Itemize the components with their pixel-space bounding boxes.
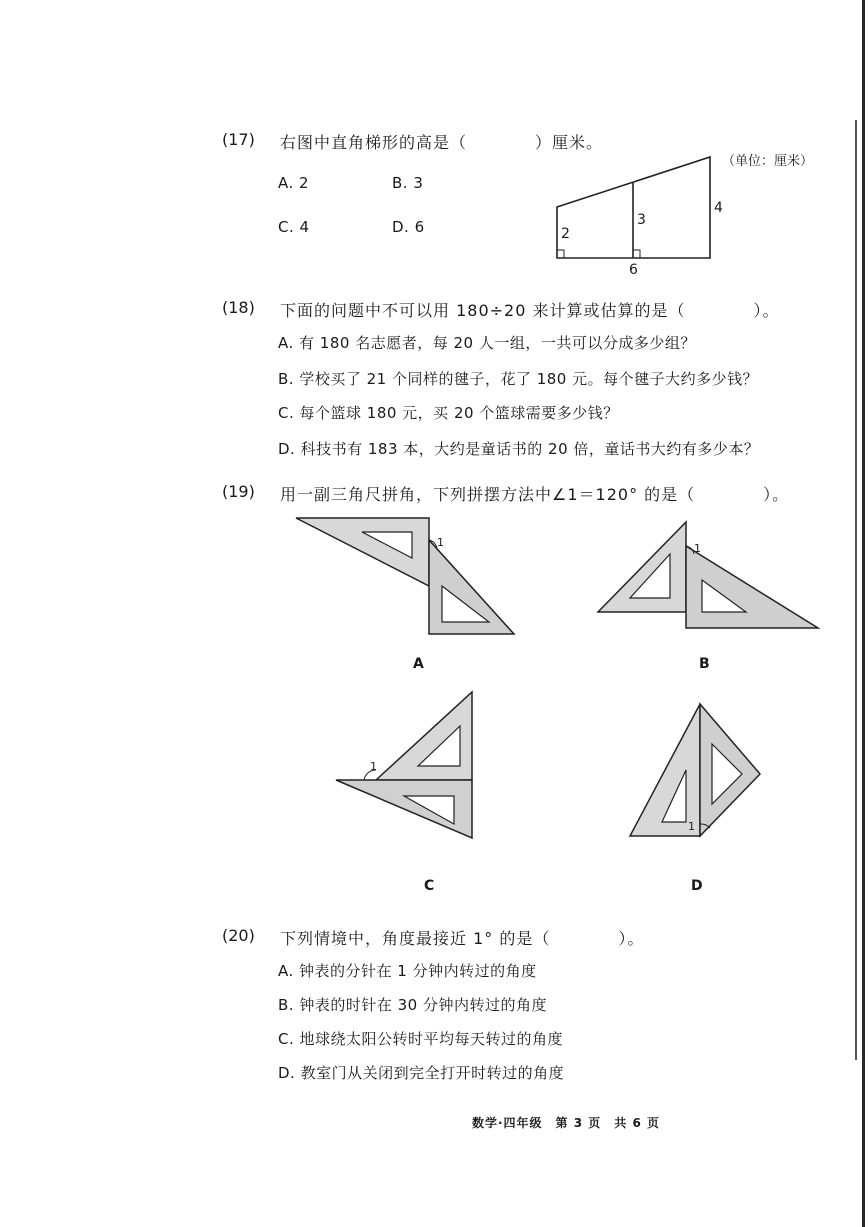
question-17-option-d: D. 6 [392, 218, 425, 236]
question-20-number: (20) [222, 926, 255, 945]
scan-edge-inner [855, 120, 857, 1060]
figure-b-label: B [699, 656, 710, 672]
question-17-trapezoid-figure [550, 150, 720, 270]
figure-d-angle-label: 1 [688, 820, 695, 833]
question-17-number: (17) [222, 130, 255, 149]
figure-c-angle-label: 1 [370, 760, 377, 773]
question-17-label-4: 4 [714, 200, 723, 216]
question-20-text: 下列情境中，角度最接近 1° 的是（ ）。 [280, 929, 645, 948]
question-19-text: 用一副三角尺拼角，下列拼摆方法中∠1＝120° 的是（ ）。 [280, 485, 790, 504]
question-18-option-b: B. 学校买了 21 个同样的毽子，花了 180 元。每个毽子大约多少钱？ [278, 370, 759, 388]
question-17-option-a: A. 2 [278, 174, 310, 192]
question-20-option-a: A. 钟表的分针在 1 分钟内转过的角度 [278, 962, 537, 980]
scan-edge [862, 0, 865, 1227]
question-18-option-d: D. 科技书有 183 本，大约是童话书的 20 倍，童话书大约有多少本？ [278, 440, 760, 458]
question-18-option-c: C. 每个篮球 180 元，买 20 个篮球需要多少钱？ [278, 404, 619, 422]
question-19-number: (19) [222, 482, 255, 501]
question-17-text: 右图中直角梯形的高是（ ）厘米。 [280, 133, 604, 152]
question-17-label-3: 3 [637, 212, 646, 228]
figure-d-label: D [691, 878, 703, 894]
figure-a-angle-label: 1 [437, 536, 444, 549]
figure-a-label: A [413, 656, 424, 672]
triangle-ruler-figure-d [626, 700, 766, 850]
figure-c-label: C [424, 878, 435, 894]
question-17-label-6: 6 [629, 262, 638, 278]
triangle-ruler-figure-b [596, 520, 826, 640]
page-footer: 数学·四年级 第 3 页 共 6 页 [472, 1116, 660, 1130]
triangle-ruler-figure-c [334, 690, 484, 850]
triangle-ruler-figure-a [294, 516, 524, 646]
question-20-option-d: D. 教室门从关闭到完全打开时转过的角度 [278, 1064, 565, 1082]
question-18-number: (18) [222, 298, 255, 317]
question-17-label-2: 2 [561, 226, 570, 242]
question-20-option-b: B. 钟表的时针在 30 分钟内转过的角度 [278, 996, 547, 1014]
question-17-option-c: C. 4 [278, 218, 310, 236]
question-18-text: 下面的问题中不可以用 180÷20 来计算或估算的是（ ）。 [280, 301, 780, 320]
question-20-option-c: C. 地球绕太阳公转时平均每天转过的角度 [278, 1030, 564, 1048]
question-17-option-b: B. 3 [392, 174, 424, 192]
figure-b-angle-label: 1 [694, 542, 701, 555]
question-18-option-a: A. 有 180 名志愿者，每 20 人一组，一共可以分成多少组？ [278, 334, 696, 352]
question-17-unit-note: （单位：厘米） [722, 154, 814, 169]
